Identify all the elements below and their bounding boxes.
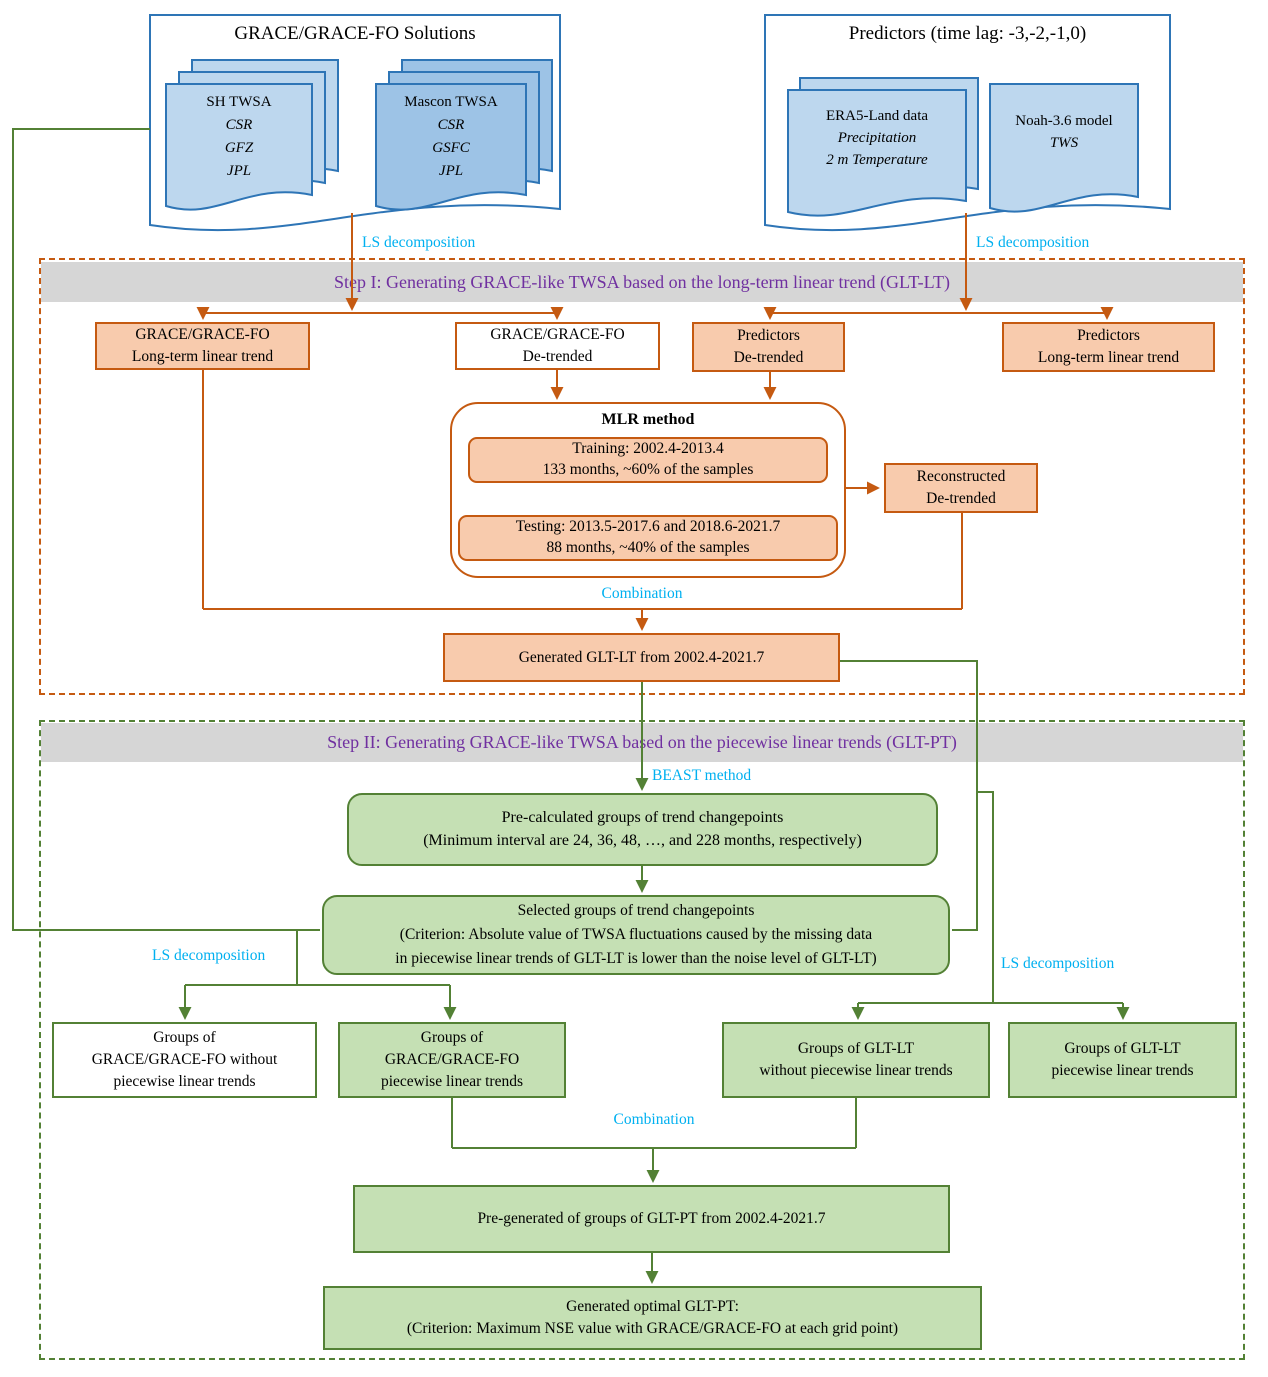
line-jog-right bbox=[977, 792, 993, 1003]
box-line: (Criterion: Maximum NSE value with GRACE/GRACE-FO at each grid point) bbox=[406, 1320, 899, 1337]
sh-line: JPL bbox=[226, 163, 252, 179]
combination1-label: Combination bbox=[601, 585, 683, 602]
box-line: Predictors bbox=[1077, 327, 1140, 344]
ls-decomposition-label-bottom-left: LS decomposition bbox=[152, 947, 266, 964]
box-line: Testing: 2013.5-2017.6 and 2018.6-2021.7 bbox=[515, 518, 781, 536]
box-line: in piecewise linear trends of GLT-LT is lower than the noise level of GLT-LT) bbox=[395, 950, 877, 967]
box-groups-gltlt-without-piecewise bbox=[722, 1022, 990, 1098]
box-line: (Criterion: Absolute value of TWSA fluctuations caused by the missing data bbox=[399, 925, 873, 943]
combination2-label: Combination bbox=[613, 1111, 695, 1128]
box-predictors-detrended bbox=[692, 322, 845, 372]
mascon-text bbox=[376, 91, 526, 183]
box-line: Long-term linear trend bbox=[1037, 349, 1180, 366]
box-pregenerated-glt-pt bbox=[353, 1185, 950, 1253]
box-line: Groups of bbox=[420, 1029, 484, 1046]
noah-text bbox=[990, 110, 1138, 154]
mascon-line: CSR bbox=[437, 117, 465, 133]
mascon-line: GSFC bbox=[432, 140, 470, 156]
box-line: Groups of GLT-LT bbox=[797, 1040, 915, 1057]
box-line: Reconstructed bbox=[916, 468, 1006, 485]
box-groups-grace-without-piecewise bbox=[52, 1022, 317, 1098]
box-line: De-trended bbox=[926, 490, 996, 507]
predictors-title: Predictors (time lag: -3,-2,-1,0) bbox=[848, 23, 1087, 44]
box-line: GRACE/GRACE-FO bbox=[490, 326, 625, 343]
box-line: piecewise linear trends bbox=[380, 1073, 524, 1090]
ls-decomposition-label-top-right: LS decomposition bbox=[976, 234, 1090, 251]
grace-solutions-title: GRACE/GRACE-FO Solutions bbox=[234, 23, 476, 44]
box-line: Training: 2002.4-2013.4 bbox=[572, 440, 724, 458]
era5-text bbox=[788, 105, 966, 171]
box-line: Pre-calculated groups of trend changepoints bbox=[501, 808, 784, 826]
box-line: GRACE/GRACE-FO bbox=[384, 1051, 520, 1068]
box-generated-glt-lt bbox=[443, 633, 840, 682]
sh-line: GFZ bbox=[224, 140, 254, 156]
box-groups-grace-piecewise bbox=[338, 1022, 566, 1098]
box-generated-optimal-glt-pt bbox=[323, 1286, 982, 1350]
era5-line: 2 m Temperature bbox=[826, 152, 928, 168]
box-groups-gltlt-piecewise bbox=[1008, 1022, 1237, 1098]
box-line: piecewise linear trends bbox=[1051, 1062, 1194, 1079]
box-line: Selected groups of trend changepoints bbox=[517, 901, 755, 919]
box-line: Predictors bbox=[737, 327, 800, 344]
box-line: (Minimum interval are 24, 36, 48, …, and 228 months, respectively) bbox=[423, 831, 862, 849]
box-precalculated-changepoints bbox=[347, 793, 938, 866]
box-line: De-trended bbox=[522, 348, 593, 365]
box-line: Long-term linear trend bbox=[131, 348, 274, 365]
box-predictors-long-term-trend bbox=[1002, 322, 1215, 372]
noah-line: TWS bbox=[1049, 135, 1079, 151]
box-line: Groups of bbox=[153, 1029, 216, 1046]
box-training bbox=[468, 437, 828, 483]
line-shtwsa-to-selected bbox=[13, 129, 320, 930]
step1-banner-text: Step I: Generating GRACE-like TWSA based on the long-term linear trend (GLT-LT) bbox=[333, 272, 951, 292]
box-testing bbox=[458, 515, 838, 561]
box-line: piecewise linear trends bbox=[113, 1073, 256, 1090]
box-line: 88 months, ~40% of the samples bbox=[546, 539, 750, 556]
box-selected-changepoints bbox=[322, 895, 950, 975]
era5-line: ERA5-Land data bbox=[825, 108, 929, 124]
box-line: without piecewise linear trends bbox=[759, 1062, 953, 1079]
box-line: 133 months, ~60% of the samples bbox=[542, 461, 754, 478]
box-line: GRACE/GRACE-FO bbox=[135, 326, 270, 343]
box-line: Generated optimal GLT-PT: bbox=[566, 1298, 739, 1315]
step2-banner-text: Step II: Generating GRACE-like TWSA based on the piecewise linear trends (GLT-PT) bbox=[327, 732, 957, 752]
box-grace-long-term-trend bbox=[95, 322, 310, 370]
box-reconstructed-detrended bbox=[884, 463, 1038, 513]
ls-decomposition-label-bottom-right: LS decomposition bbox=[1001, 955, 1115, 972]
ls-decomposition-label-top-left: LS decomposition bbox=[362, 234, 476, 251]
box-line: Groups of GLT-LT bbox=[1064, 1040, 1181, 1057]
sh-line: CSR bbox=[225, 117, 253, 133]
box-grace-detrended bbox=[455, 322, 660, 370]
beast-method-label: BEAST method bbox=[652, 767, 752, 784]
box-line: GRACE/GRACE-FO without bbox=[91, 1051, 278, 1068]
box-line: Pre-generated of groups of GLT-PT from 2002.4-2021.7 bbox=[477, 1210, 826, 1227]
sh-line: SH TWSA bbox=[206, 94, 272, 110]
box-line: De-trended bbox=[733, 349, 804, 366]
box-line: Generated GLT-LT from 2002.4-2021.7 bbox=[518, 648, 765, 666]
mascon-line: Mascon TWSA bbox=[404, 94, 498, 110]
mlr-method-title: MLR method bbox=[601, 411, 695, 428]
era5-line: Precipitation bbox=[837, 130, 917, 146]
mascon-line: JPL bbox=[438, 163, 464, 179]
noah-line: Noah-3.6 model bbox=[1015, 113, 1113, 129]
sh-twsa-text bbox=[166, 91, 312, 183]
